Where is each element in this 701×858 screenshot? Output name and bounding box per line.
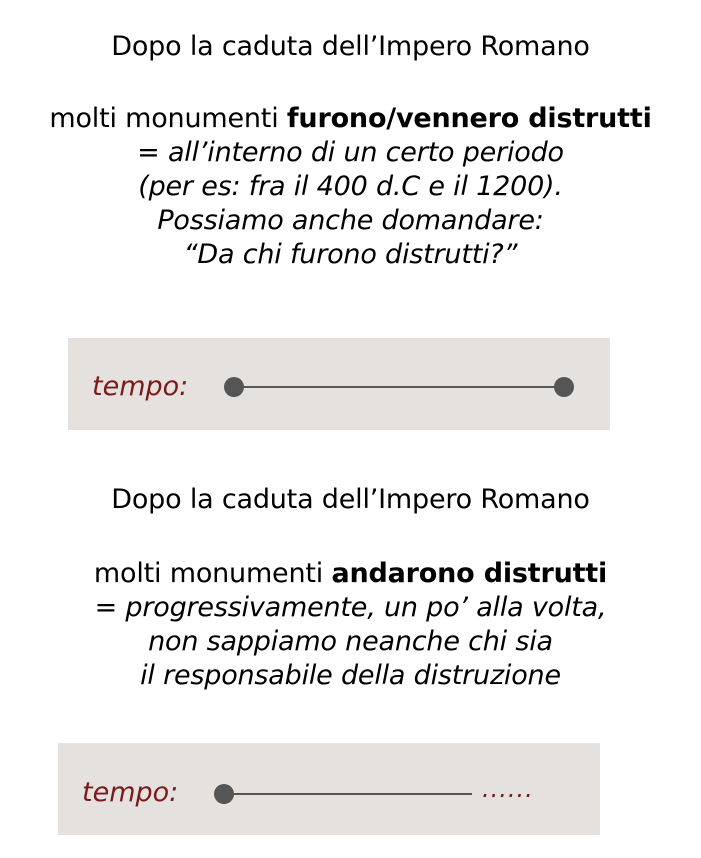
- section-1: [0, 30, 701, 64]
- section-1-line-1: [0, 102, 701, 136]
- timeline-2-ellipsis: ......: [482, 775, 534, 803]
- timeline-1-label: tempo:: [92, 371, 189, 402]
- section-2-line-4: il responsabile della distruzione: [140, 660, 561, 691]
- section-1-line-1-bold: furono/vennero distrutti: [286, 103, 652, 134]
- section-1-line-1-prefix: molti monumenti: [49, 103, 287, 134]
- timeline-1-start-dot: [224, 377, 244, 397]
- section-1-line-5: “Da chi furono distrutti?”: [183, 239, 518, 270]
- section-1-line-4: Possiamo anche domandare:: [157, 205, 544, 236]
- section-2-line-1-bold: andarono distrutti: [331, 558, 608, 589]
- timeline-1-end-dot: [554, 377, 574, 397]
- section-2: [0, 483, 701, 517]
- timeline-2-label: tempo:: [82, 777, 179, 808]
- section-1-body: [0, 102, 701, 272]
- section-2-heading: Dopo la caduta dell’Impero Romano: [111, 484, 590, 515]
- timeline-panel-2: [58, 743, 600, 835]
- section-2-line-3: non sappiamo neanche chi sia: [148, 626, 553, 657]
- section-2-line-1-prefix: molti monumenti: [93, 558, 332, 589]
- section-2-body: [0, 557, 701, 693]
- section-1-heading: Dopo la caduta dell’Impero Romano: [111, 31, 590, 62]
- timeline-panel-1: [68, 338, 610, 430]
- timeline-1-line: [234, 386, 564, 388]
- section-2-line-1: [0, 557, 701, 591]
- section-1-line-3: (per es: fra il 400 d.C e il 1200).: [138, 171, 563, 202]
- timeline-2-start-dot: [214, 784, 234, 804]
- section-1-line-2: = all’interno di un certo periodo: [137, 137, 564, 168]
- section-2-line-2: = progressivamente, un po’ alla volta,: [94, 592, 607, 623]
- timeline-2-line: [224, 793, 472, 795]
